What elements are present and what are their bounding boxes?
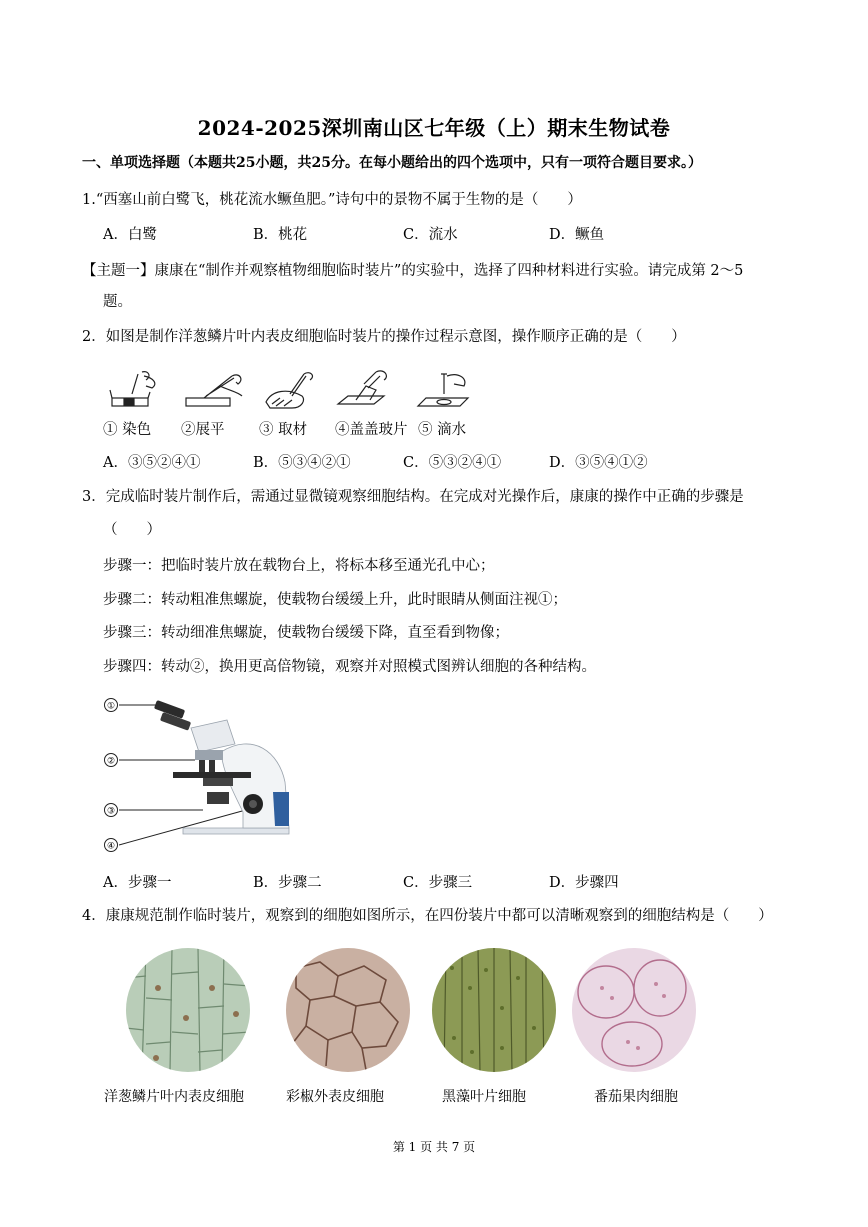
- cell-label-hydrilla: 黑藻叶片细胞: [442, 1089, 526, 1105]
- step-label-take-material: ③ 取材: [259, 422, 308, 438]
- microscope-label-2: ②: [106, 756, 116, 767]
- q4-cell-figures: [100, 948, 720, 1108]
- q2-option-c[interactable]: C．⑤③②④①: [403, 455, 502, 471]
- q3-stem-line-2: （ ）: [103, 522, 161, 538]
- q2-stem: 2．如图是制作洋葱鳞片叶内表皮细胞临时装片的操作过程示意图，操作顺序正确的是（ ）: [82, 329, 686, 345]
- q3-stem-line-1: 3．完成临时装片制作后，需通过显微镜观察细胞结构。在完成对光操作后，康康的操作中正确的步骤是: [82, 489, 744, 505]
- microscope-figure: [103, 692, 293, 852]
- q2-option-d[interactable]: D．③⑤④①②: [549, 455, 648, 471]
- q1-option-d[interactable]: D．鳜鱼: [549, 227, 605, 243]
- step-label-flatten: ②展平: [181, 422, 225, 438]
- step-label-stain: ① 染色: [103, 422, 152, 438]
- cell-label-tomato: 番茄果肉细胞: [594, 1089, 678, 1105]
- page-footer: 第 1 页 共 7 页: [392, 1140, 476, 1154]
- microscope-label-3: ③: [106, 806, 116, 817]
- stain-step-icon: [108, 368, 168, 412]
- take-material-step-icon: [262, 368, 320, 412]
- cell-label-onion: 洋葱鳞片叶内表皮细胞: [104, 1089, 244, 1105]
- drip-water-step-icon: [414, 368, 476, 412]
- q2-option-b[interactable]: B．⑤③④②①: [253, 455, 351, 471]
- theme-line-2: 题。: [103, 294, 132, 310]
- theme-line-1: 【主题一】康康在“制作并观察植物细胞临时装片”的实验中，选择了四种材料进行实验。请完成第 2～5: [82, 263, 744, 279]
- q3-option-c[interactable]: C．步骤三: [403, 875, 473, 891]
- hydrilla-cell-image: [432, 948, 556, 1072]
- microscope-label-4: ④: [106, 841, 116, 852]
- q4-stem: 4．康康规范制作临时装片，观察到的细胞如图所示，在四份装片中都可以清晰观察到的细胞结构是（ ）: [82, 908, 773, 924]
- flatten-step-icon: [184, 368, 246, 412]
- q1-option-a[interactable]: A．白鹭: [103, 227, 157, 243]
- section-heading: 一、单项选择题（本题共25小题，共25分。在每小题给出的四个选项中，只有一项符合题目要求。）: [82, 155, 702, 171]
- q3-step-2: 步骤二：转动粗准焦螺旋，使载物台缓缓上升，此时眼睛从侧面注视①；: [103, 592, 567, 608]
- q1-option-c[interactable]: C．流水: [403, 227, 458, 243]
- q2-option-a[interactable]: A．③⑤②④①: [103, 455, 201, 471]
- pepper-cell-image: [286, 948, 410, 1072]
- step-label-cover-slip: ④盖盖玻片: [335, 422, 408, 438]
- q3-option-d[interactable]: D．步骤四: [549, 875, 619, 891]
- q3-option-a[interactable]: A．步骤一: [103, 875, 172, 891]
- cover-slip-step-icon: [336, 368, 394, 412]
- q3-option-b[interactable]: B．步骤二: [253, 875, 322, 891]
- microscope-label-1: ①: [106, 701, 116, 712]
- cell-label-pepper: 彩椒外表皮细胞: [286, 1089, 384, 1105]
- q3-step-4: 步骤四：转动②，换用更高倍物镜，观察并对照模式图辨认细胞的各种结构。: [103, 659, 596, 675]
- tomato-cell-image: [572, 948, 696, 1072]
- page-title: 2024-2025深圳南山区七年级（上）期末生物试卷: [197, 116, 671, 140]
- q3-step-1: 步骤一：把临时装片放在载物台上，将标本移至通光孔中心；: [103, 558, 495, 574]
- q1-stem: 1.“西塞山前白鹭飞，桃花流水鳜鱼肥。”诗句中的景物不属于生物的是（ ）: [82, 192, 582, 208]
- onion-cell-image: [126, 948, 250, 1072]
- q3-step-3: 步骤三：转动细准焦螺旋，使载物台缓缓下降，直至看到物像；: [103, 625, 509, 641]
- q1-option-b[interactable]: B．桃花: [253, 227, 308, 243]
- step-label-drip-water: ⑤ 滴水: [418, 422, 467, 438]
